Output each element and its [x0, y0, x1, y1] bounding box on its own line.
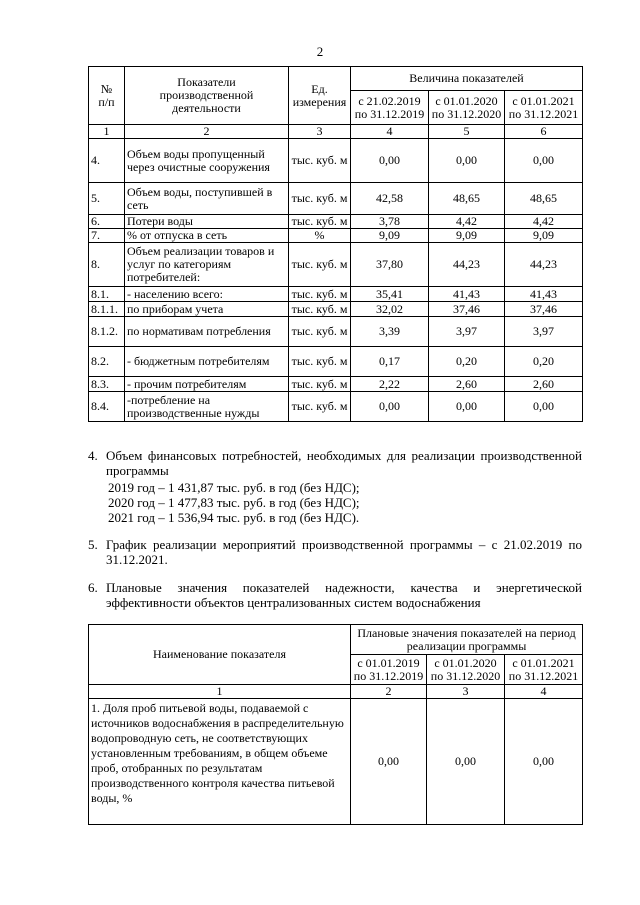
- row-value-2021: 3,97: [505, 317, 583, 347]
- row-name: % от отпуска в сеть: [125, 229, 289, 243]
- table-row: [89, 392, 583, 422]
- row-value-2021: 41,43: [505, 287, 583, 302]
- row-unit: тыс. куб. м: [289, 317, 351, 347]
- row-value-2021: 4,42: [505, 215, 583, 229]
- row-name: Объем воды, поступившей в сеть: [125, 183, 289, 215]
- row-value-2020: 9,09: [429, 229, 505, 243]
- row-value-2019: 42,58: [351, 183, 429, 215]
- row-name: по приборам учета: [125, 302, 289, 317]
- row-value-2019: 9,09: [351, 229, 429, 243]
- row-value-2020: 0,00: [429, 392, 505, 422]
- header-unit: Ед. измерения: [289, 67, 351, 125]
- row-unit: тыс. куб. м: [289, 392, 351, 422]
- row-value-2019: 0,17: [351, 347, 429, 377]
- table-row: [89, 377, 583, 392]
- table-row: [89, 183, 583, 215]
- section-number: 6.: [88, 580, 98, 595]
- header-values-group: Величина показателей: [351, 67, 583, 91]
- row-unit: тыс. куб. м: [289, 243, 351, 287]
- row-num: 5.: [89, 183, 125, 215]
- reliability-indicators-table: [88, 624, 583, 825]
- column-number-row: [89, 125, 583, 139]
- header-period-1: с 01.01.2019 по 31.12.2019: [351, 655, 427, 685]
- row-name: -потребление на производственные нужды: [125, 392, 289, 422]
- row-value-2019: 37,80: [351, 243, 429, 287]
- header-period-1: с 21.02.2019 по 31.12.2019: [351, 91, 429, 125]
- row-value-2020: 4,42: [429, 215, 505, 229]
- row-num: 8.4.: [89, 392, 125, 422]
- col-number: 4: [505, 685, 583, 699]
- row-value-2021: 44,23: [505, 243, 583, 287]
- col-number: 2: [351, 685, 427, 699]
- table-row: [89, 243, 583, 287]
- row-unit: тыс. куб. м: [289, 183, 351, 215]
- row-name: по нормативам потребления: [125, 317, 289, 347]
- row-num: 8.3.: [89, 377, 125, 392]
- row-value-2020: 0,20: [429, 347, 505, 377]
- table-row: [89, 139, 583, 183]
- row-value-2020: 0,00: [427, 699, 505, 825]
- row-name: - прочим потребителям: [125, 377, 289, 392]
- col-number: 3: [427, 685, 505, 699]
- row-unit: тыс. куб. м: [289, 215, 351, 229]
- col-number: 4: [351, 125, 429, 139]
- header-period-2: с 01.01.2020 по 31.12.2020: [429, 91, 505, 125]
- row-value-2019: 0,00: [351, 392, 429, 422]
- row-num: 8.1.: [89, 287, 125, 302]
- row-value-2019: 0,00: [351, 699, 427, 825]
- section-text: График реализации мероприятий производственной программы – с 21.02.2019 по 31.12.2021.: [106, 537, 582, 567]
- row-value-2020: 3,97: [429, 317, 505, 347]
- header-period-2: с 01.01.2020 по 31.12.2020: [427, 655, 505, 685]
- row-value-2020: 2,60: [429, 377, 505, 392]
- row-unit: тыс. куб. м: [289, 347, 351, 377]
- row-value-2021: 0,20: [505, 347, 583, 377]
- row-unit: тыс. куб. м: [289, 139, 351, 183]
- table-row: [89, 317, 583, 347]
- table-row: [89, 287, 583, 302]
- header-indicator: Показатели производственной деятельности: [125, 67, 289, 125]
- row-value-2021: 0,00: [505, 392, 583, 422]
- table-row: [89, 347, 583, 377]
- section-number: 4.: [88, 448, 98, 463]
- row-name: 1. Доля проб питьевой воды, подаваемой с источников водоснабжения в распределительную водопроводную сеть, не соответствующих установленным требованиям, в общем объеме проб, отобранных по результатам производственного контроля качества питьевой воды, %: [89, 699, 351, 825]
- col-number: 3: [289, 125, 351, 139]
- section-text: Объем финансовых потребностей, необходимых для реализации производственной программы: [106, 448, 582, 478]
- row-value-2020: 37,46: [429, 302, 505, 317]
- row-num: 4.: [89, 139, 125, 183]
- row-value-2019: 2,22: [351, 377, 429, 392]
- row-name: - населению всего:: [125, 287, 289, 302]
- col-number: 2: [125, 125, 289, 139]
- col-number: 5: [429, 125, 505, 139]
- row-num: 8.1.1.: [89, 302, 125, 317]
- table-row: [89, 302, 583, 317]
- table-row: [89, 215, 583, 229]
- col-number: 1: [89, 685, 351, 699]
- section-text: Плановые значения показателей надежности, качества и энергетической эффективности объектов централизованных систем водоснабжения: [106, 580, 582, 610]
- column-number-row: [89, 685, 583, 699]
- row-unit: тыс. куб. м: [289, 302, 351, 317]
- col-number: 6: [505, 125, 583, 139]
- table-row: [89, 699, 583, 825]
- row-num: 8.1.2.: [89, 317, 125, 347]
- row-value-2019: 0,00: [351, 139, 429, 183]
- row-num: 7.: [89, 229, 125, 243]
- row-value-2020: 0,00: [429, 139, 505, 183]
- table-row: [89, 229, 583, 243]
- row-value-2021: 9,09: [505, 229, 583, 243]
- row-unit: тыс. куб. м: [289, 377, 351, 392]
- row-value-2019: 3,78: [351, 215, 429, 229]
- header-period-3: с 01.01.2021 по 31.12.2021: [505, 91, 583, 125]
- row-num: 8.2.: [89, 347, 125, 377]
- production-indicators-table: [88, 66, 583, 422]
- row-value-2021: 0,00: [505, 699, 583, 825]
- header-name: Наименование показателя: [89, 625, 351, 685]
- header-num: № п/п: [89, 67, 125, 125]
- row-name: Потери воды: [125, 215, 289, 229]
- row-name: Объем воды пропущенный через очистные сооружения: [125, 139, 289, 183]
- row-value-2019: 32,02: [351, 302, 429, 317]
- row-value-2020: 44,23: [429, 243, 505, 287]
- row-name: Объем реализации товаров и услуг по категориям потребителей:: [125, 243, 289, 287]
- row-value-2020: 48,65: [429, 183, 505, 215]
- header-plan-group: Плановые значения показателей на период реализации программы: [351, 625, 583, 655]
- row-value-2021: 37,46: [505, 302, 583, 317]
- col-number: 1: [89, 125, 125, 139]
- section-number: 5.: [88, 537, 98, 552]
- row-name: - бюджетным потребителям: [125, 347, 289, 377]
- finance-line-2020: 2020 год – 1 477,83 тыс. руб. в год (без НДС);: [108, 495, 360, 510]
- row-value-2021: 48,65: [505, 183, 583, 215]
- page-number: 2: [316, 44, 324, 59]
- finance-line-2021: 2021 год – 1 536,94 тыс. руб. в год (без НДС).: [108, 510, 360, 525]
- row-unit: тыс. куб. м: [289, 287, 351, 302]
- row-value-2021: 0,00: [505, 139, 583, 183]
- row-num: 8.: [89, 243, 125, 287]
- row-value-2021: 2,60: [505, 377, 583, 392]
- row-num: 6.: [89, 215, 125, 229]
- row-value-2019: 35,41: [351, 287, 429, 302]
- row-unit: %: [289, 229, 351, 243]
- finance-line-2019: 2019 год – 1 431,87 тыс. руб. в год (без НДС);: [108, 480, 360, 495]
- row-value-2019: 3,39: [351, 317, 429, 347]
- header-period-3: с 01.01.2021 по 31.12.2021: [505, 655, 583, 685]
- row-value-2020: 41,43: [429, 287, 505, 302]
